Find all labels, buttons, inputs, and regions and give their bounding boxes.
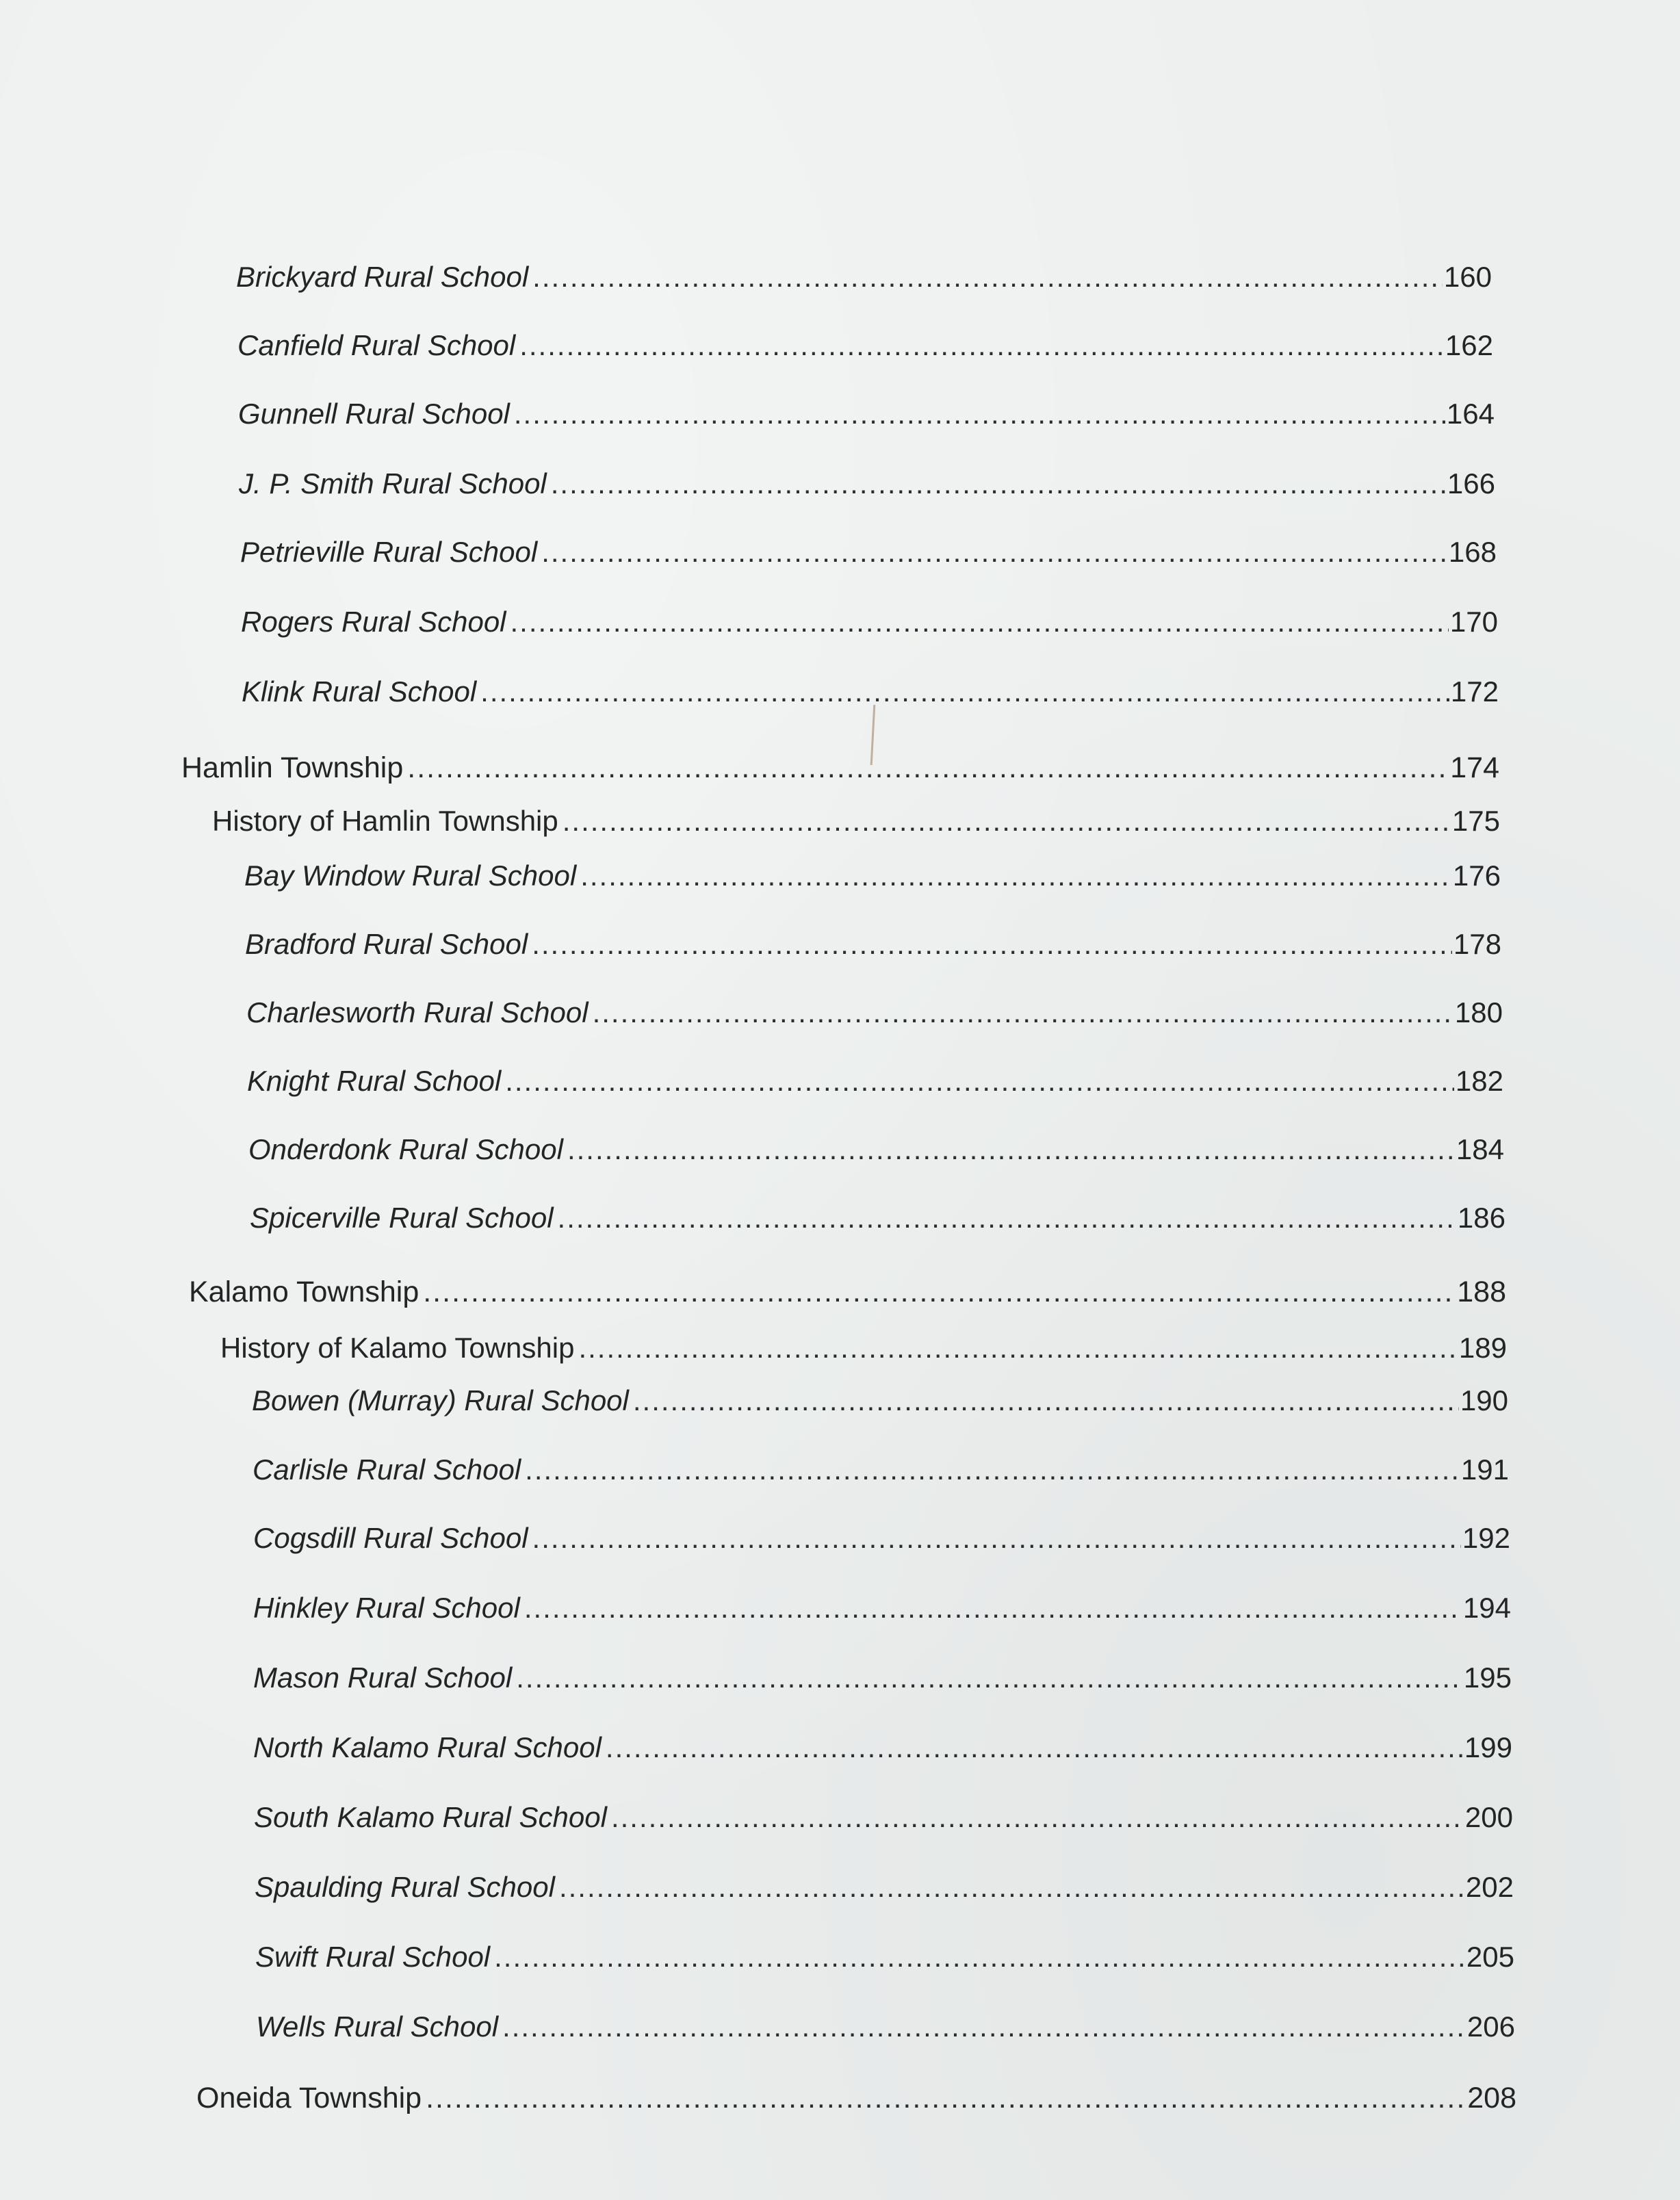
dot-leader <box>567 1129 1455 1170</box>
toc-entry-hamlin-township <box>181 747 1499 788</box>
dot-leader <box>541 532 1447 573</box>
toc-entry-oneida-township <box>196 2078 1516 2119</box>
entry-page-number: 186 <box>1457 1202 1505 1234</box>
dot-leader <box>532 924 1452 965</box>
entry-title: Bradford Rural School <box>245 928 528 960</box>
entry-title: North Kalamo Rural School <box>253 1731 602 1763</box>
entry-page-number: 162 <box>1445 329 1493 361</box>
entry-page-number: 164 <box>1446 398 1495 430</box>
entry-page-number: 166 <box>1447 467 1495 500</box>
entry-page-number: 192 <box>1462 1522 1510 1554</box>
dot-leader <box>558 1198 1456 1239</box>
toc-entry-swift-rural-school <box>255 1937 1514 1978</box>
dot-leader <box>559 1867 1464 1908</box>
toc-entry-bradford-rural-school <box>245 924 1501 965</box>
toc-entry-wells-rural-school <box>256 2006 1515 2047</box>
dot-leader <box>525 1449 1460 1490</box>
entry-title: Gunnell Rural School <box>238 398 510 430</box>
dot-leader <box>511 601 1449 643</box>
entry-page-number: 188 <box>1457 1276 1506 1308</box>
dot-leader <box>532 1518 1461 1559</box>
entry-title: Onderdonk Rural School <box>248 1133 563 1165</box>
toc-entry-north-kalamo-rural-school <box>253 1727 1512 1768</box>
dot-leader <box>580 855 1451 896</box>
entry-page-number: 199 <box>1464 1731 1512 1763</box>
toc-entry-bowen-murray-rural-school <box>252 1380 1508 1421</box>
entry-page-number: 191 <box>1460 1453 1509 1486</box>
entry-page-number: 176 <box>1452 859 1501 892</box>
entry-title: Spicerville Rural School <box>250 1202 554 1234</box>
toc-entry-knight-rural-school <box>247 1061 1503 1102</box>
dot-leader <box>578 1328 1457 1369</box>
entry-title: Oneida Township <box>196 2082 422 2114</box>
dot-leader <box>519 325 1444 366</box>
entry-title: Mason Rural School <box>253 1661 513 1694</box>
entry-page-number: 175 <box>1451 805 1500 837</box>
toc-entry-gunnell-rural-school <box>238 393 1495 435</box>
dot-leader <box>611 1797 1464 1838</box>
entry-page-number: 202 <box>1465 1871 1514 1903</box>
toc-entry-carlisle-rural-school <box>253 1449 1509 1490</box>
entry-page-number: 200 <box>1464 1801 1513 1833</box>
entry-page-number: 195 <box>1463 1661 1512 1694</box>
dot-leader <box>633 1380 1459 1421</box>
entry-page-number: 206 <box>1466 2010 1515 2043</box>
entry-page-number: 178 <box>1453 928 1501 960</box>
entry-title: Spaulding Rural School <box>255 1871 555 1903</box>
toc-entry-hinkley-rural-school <box>253 1588 1511 1629</box>
toc-entry-spaulding-rural-school <box>255 1867 1514 1908</box>
entry-title: Kalamo Township <box>189 1276 419 1308</box>
entry-title: Carlisle Rural School <box>253 1453 521 1486</box>
entry-page-number: 160 <box>1443 261 1492 293</box>
toc-entry-mason-rural-school <box>253 1657 1512 1698</box>
entry-page-number: 184 <box>1456 1133 1504 1165</box>
entry-page-number: 194 <box>1462 1592 1511 1624</box>
dot-leader <box>606 1727 1463 1768</box>
dot-leader <box>505 1061 1454 1102</box>
toc-entry-brickyard-rural-school <box>236 257 1492 298</box>
dot-leader <box>516 1657 1462 1698</box>
entry-title: Bay Window Rural School <box>244 859 577 892</box>
entry-title: Knight Rural School <box>247 1065 502 1097</box>
toc-entry-petrieville-rural-school <box>240 532 1497 573</box>
entry-title: History of Hamlin Township <box>212 805 558 837</box>
toc-entry-canfield-rural-school <box>237 325 1493 366</box>
toc-entry-onderdonk-rural-school <box>248 1129 1504 1170</box>
toc-entry-history-of-hamlin-township <box>212 801 1500 842</box>
entry-title: Brickyard Rural School <box>236 261 529 293</box>
entry-page-number: 205 <box>1466 1941 1514 1973</box>
entry-title: Canfield Rural School <box>237 329 516 361</box>
entry-page-number: 172 <box>1450 675 1499 708</box>
dot-leader <box>593 992 1453 1033</box>
toc-entry-kalamo-township <box>189 1271 1506 1312</box>
entry-page-number: 170 <box>1449 606 1498 638</box>
entry-title: History of Kalamo Township <box>220 1332 575 1364</box>
toc-entry-spicerville-rural-school <box>250 1198 1505 1239</box>
entry-title: J. P. Smith Rural School <box>239 467 547 500</box>
dot-leader <box>532 257 1443 298</box>
entry-page-number: 189 <box>1458 1332 1507 1364</box>
entry-page-number: 168 <box>1448 536 1497 568</box>
entry-page-number: 190 <box>1460 1384 1508 1416</box>
toc-entry-south-kalamo-rural-school <box>254 1797 1513 1838</box>
entry-title: Hinkley Rural School <box>253 1592 520 1624</box>
toc-entry-rogers-rural-school <box>241 601 1498 643</box>
entry-page-number: 180 <box>1454 996 1503 1028</box>
dot-leader <box>480 671 1449 712</box>
dot-leader <box>494 1937 1465 1978</box>
entry-page-number: 174 <box>1450 751 1499 784</box>
entry-title: Hamlin Township <box>181 751 404 784</box>
dot-leader <box>551 463 1446 504</box>
entry-title: Charlesworth Rural School <box>246 996 589 1028</box>
toc-entry-charlesworth-rural-school <box>246 992 1503 1033</box>
dot-leader <box>423 1271 1456 1312</box>
toc-entry-bay-window-rural-school <box>244 855 1501 896</box>
entry-title: Petrieville Rural School <box>240 536 538 568</box>
entry-title: Swift Rural School <box>255 1941 491 1973</box>
dot-leader <box>407 747 1449 788</box>
entry-title: Cogsdill Rural School <box>253 1522 528 1554</box>
toc-entry-klink-rural-school <box>242 671 1499 712</box>
dot-leader <box>502 2006 1466 2047</box>
toc-entry-cogsdill-rural-school <box>253 1518 1510 1559</box>
dot-leader <box>514 393 1445 435</box>
entry-title: Wells Rural School <box>256 2010 499 2043</box>
entry-title: Rogers Rural School <box>241 606 506 638</box>
entry-title: Klink Rural School <box>242 675 477 708</box>
entry-title: South Kalamo Rural School <box>254 1801 607 1833</box>
dot-leader <box>426 2078 1466 2119</box>
entry-page-number: 208 <box>1467 2082 1516 2114</box>
toc-entry-jp-smith-rural-school <box>239 463 1495 504</box>
entry-title: Bowen (Murray) Rural School <box>252 1384 629 1416</box>
dot-leader <box>524 1588 1462 1629</box>
toc-entry-history-of-kalamo-township <box>220 1328 1507 1369</box>
dot-leader <box>563 801 1451 842</box>
entry-page-number: 182 <box>1455 1065 1503 1097</box>
